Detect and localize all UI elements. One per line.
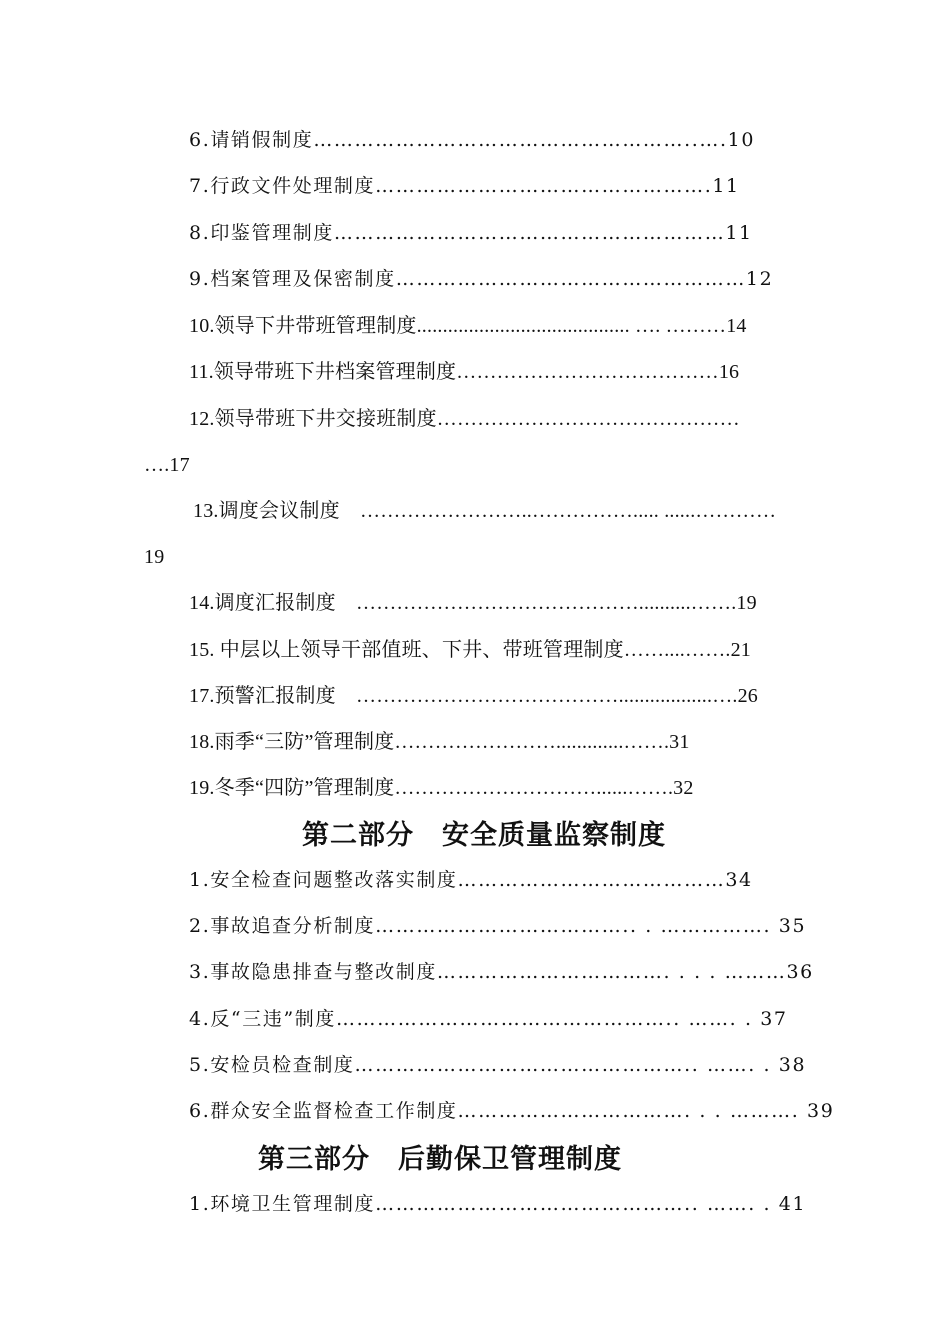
toc-entry: 7.行政文件处理制度………………………………………….11 [189, 175, 740, 197]
toc-entry: 1.安全检查问题整改落实制度…………………………………34 [189, 869, 753, 891]
toc-entry: 6.请销假制度………………………………………………..….10 [189, 129, 756, 151]
toc-entry-continuation: 19 [144, 546, 165, 568]
toc-entry: 13.调度会议制度 ……………………..……………..... ......………… [193, 500, 777, 522]
toc-entry: 5.安检员检查制度………………………………………….. ……. . 38 [189, 1054, 807, 1076]
toc-entry-continuation: ….17 [144, 454, 190, 476]
toc-entry: 19.冬季“四防”管理制度…………………………......…….32 [189, 777, 694, 799]
toc-entry: 6.群众安全监督检查工作制度……………………………. . . ………. 39 [189, 1100, 835, 1122]
toc-entry: 3.事故隐患排查与整改制度……………………………. . . . ………36 [189, 961, 814, 983]
toc-entry: 10.领导下井带班管理制度......................................... …. ………14 [189, 315, 747, 337]
toc-entry: 17.预警汇报制度 …………………………………..................….26 [189, 685, 758, 707]
toc-entry: 1.环境卫生管理制度……………………………………….. ……. . 41 [189, 1193, 807, 1215]
toc-entry: 12.领导带班下井交接班制度……………………………………… [189, 408, 740, 430]
toc-entry: 18.雨季“三防”管理制度…………………….............…….31 [189, 731, 690, 753]
toc-entry: 2.事故追查分析制度……………………………….. . ……………. 35 [189, 915, 807, 937]
toc-entry: 4.反“三违”制度………………………………………….. ……. . 37 [189, 1008, 788, 1030]
toc-entry: 15. 中层以上领导干部值班、下井、带班管理制度……....…….21 [189, 639, 751, 661]
section-heading: 第三部分 后勤保卫管理制度 [258, 1144, 622, 1175]
toc-entry: 11.领导带班下井档案管理制度…………………………………16 [189, 361, 740, 383]
toc-entry: 8.印鉴管理制度…………………………………………………11 [189, 222, 753, 244]
section-heading: 第二部分 安全质量监察制度 [302, 820, 666, 851]
toc-entry: 9.档案管理及保密制度……………………………………………12 [189, 268, 774, 290]
toc-entry: 14.调度汇报制度 ……………………………………..........…….19 [189, 592, 757, 614]
